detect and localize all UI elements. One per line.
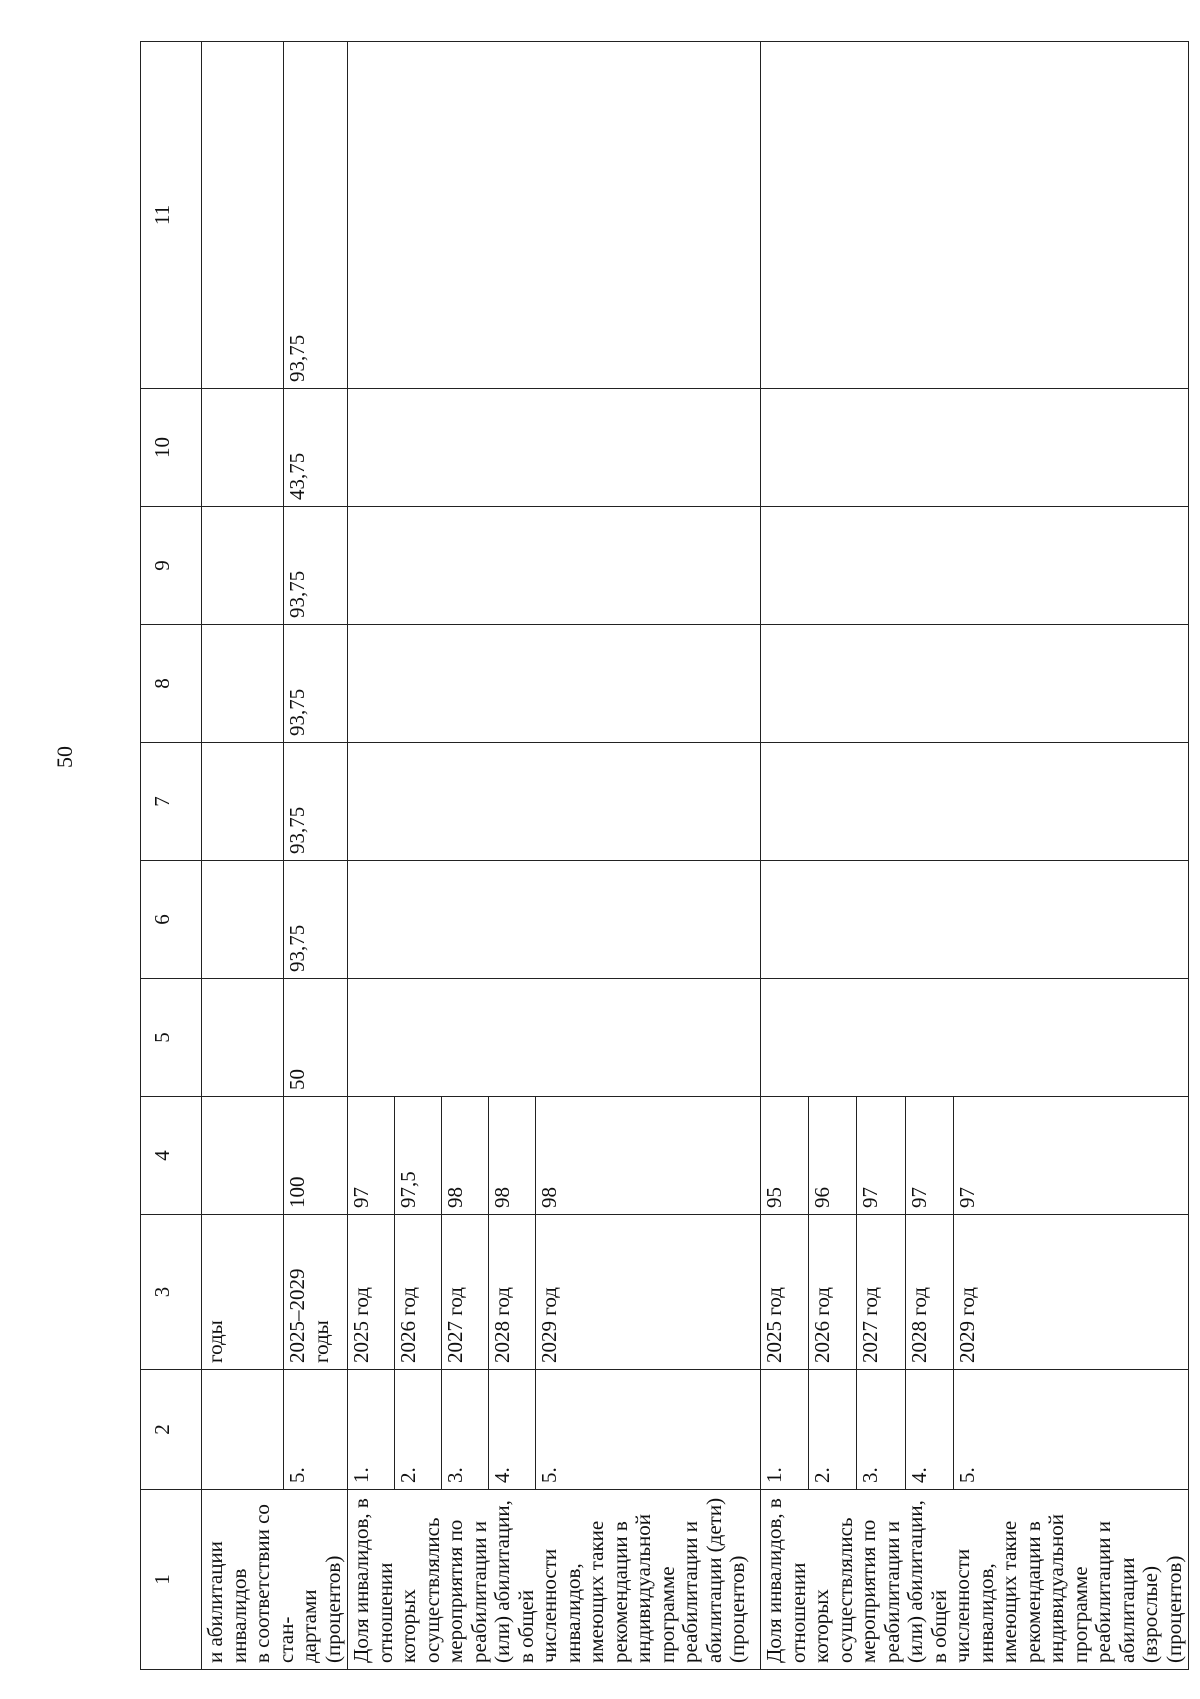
value-cell: 93,75: [284, 743, 348, 861]
row-number: 4.: [905, 1370, 953, 1490]
row-number: 1.: [348, 1370, 395, 1490]
col-header-5: 5: [141, 979, 202, 1097]
value-cell: 93,75: [284, 507, 348, 625]
col-header-11: 11: [141, 42, 202, 389]
year-cell: 2027 год: [857, 1215, 905, 1370]
year-cell: 2027 год: [442, 1215, 489, 1370]
indicator-label: и абилитации инвалидов в соответствии со стан- дартами (процентов): [202, 1490, 348, 1670]
col-header-3: 3: [141, 1215, 202, 1370]
table-row: [348, 42, 395, 1670]
col-header-9: 9: [141, 507, 202, 625]
indicators-table: [140, 41, 1189, 1670]
value-cell: 97,5: [395, 1097, 442, 1215]
table-row: [202, 42, 284, 1670]
value-cell: 93,75: [284, 625, 348, 743]
row-number: 5.: [284, 1370, 348, 1490]
row-number: 3.: [442, 1370, 489, 1490]
row-number: 1.: [761, 1370, 809, 1490]
year-cell: 2029 год: [536, 1215, 761, 1370]
value-cell: 93,75: [284, 42, 348, 389]
column-number-row: [141, 42, 202, 1670]
row-number: 5.: [953, 1370, 1189, 1490]
value-cell: 97: [857, 1097, 905, 1215]
value-cell: 50: [284, 979, 348, 1097]
value-cell: 100: [284, 1097, 348, 1215]
year-cell: 2029 год: [953, 1215, 1189, 1370]
year-cell: 2025 год: [348, 1215, 395, 1370]
value-cell: 97: [953, 1097, 1189, 1215]
year-cell: 2026 год: [395, 1215, 442, 1370]
col-header-8: 8: [141, 625, 202, 743]
value-cell: 96: [809, 1097, 857, 1215]
table-row: [761, 42, 809, 1670]
value-cell: 98: [442, 1097, 489, 1215]
table-row: [284, 42, 348, 1670]
page-number: 50: [52, 746, 77, 768]
indicator-label: Доля инвалидов, в отношении которых осуществлялись мероприятия по реабилитации и (или) абилитации, в общей численности инвалидов, имеющих такие рекомендации в индивидуальной программе реабилитации и абилитации (взрослые) (процентов): [761, 1490, 1189, 1670]
value-cell: 98: [489, 1097, 536, 1215]
col-header-2: 2: [141, 1370, 202, 1490]
row-number: 4.: [489, 1370, 536, 1490]
col-header-10: 10: [141, 389, 202, 507]
period-cell: 2025–2029 годы: [284, 1215, 348, 1370]
value-cell: 98: [536, 1097, 761, 1215]
value-cell: 93,75: [284, 861, 348, 979]
year-cell: 2025 год: [761, 1215, 809, 1370]
col-header-4: 4: [141, 1097, 202, 1215]
period-cell: годы: [202, 1215, 284, 1370]
value-cell: 97: [905, 1097, 953, 1215]
row-number: 3.: [857, 1370, 905, 1490]
value-cell: 95: [761, 1097, 809, 1215]
col-header-6: 6: [141, 861, 202, 979]
col-header-7: 7: [141, 743, 202, 861]
value-cell: 43,75: [284, 389, 348, 507]
year-cell: 2028 год: [489, 1215, 536, 1370]
year-cell: 2026 год: [809, 1215, 857, 1370]
row-number: 2.: [809, 1370, 857, 1490]
row-number: 2.: [395, 1370, 442, 1490]
col-header-1: 1: [141, 1490, 202, 1670]
indicator-label: Доля инвалидов, в отношении которых осуществлялись мероприятия по реабилитации и (или) абилитации, в общей численности инвалидов, имеющих такие рекомендации в индивидуальной программе реабилитации и абилитации (дети) (процентов): [348, 1490, 761, 1670]
value-cell: 97: [348, 1097, 395, 1215]
row-number: 5.: [536, 1370, 761, 1490]
year-cell: 2028 год: [905, 1215, 953, 1370]
rotated-table-container: [140, 42, 1200, 1670]
